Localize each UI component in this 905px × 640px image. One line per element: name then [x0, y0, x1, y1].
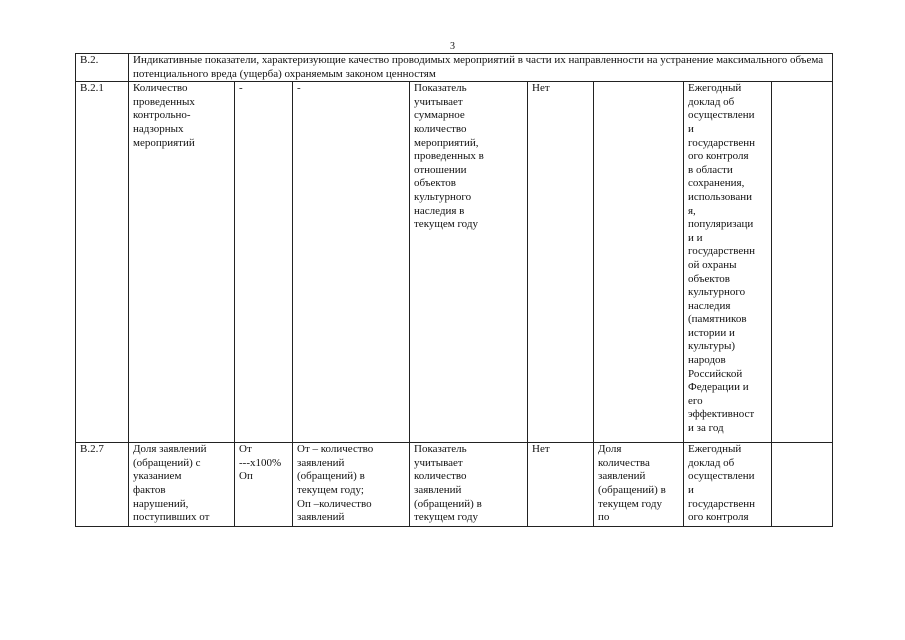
- indicators-table: [75, 53, 833, 527]
- cell-line: культурного: [414, 190, 472, 203]
- cell-line: фактов: [133, 483, 166, 496]
- cell-line: -: [239, 82, 243, 95]
- cell-line: Доля: [598, 443, 622, 456]
- cell-line: культурного: [688, 286, 746, 299]
- cell-line: истории и: [688, 326, 735, 339]
- cell-line: нарушений,: [133, 497, 189, 510]
- table-row: [76, 82, 833, 443]
- cell-line: (обращений) с: [133, 456, 201, 469]
- cell-line: осуществлени: [688, 109, 755, 122]
- cell-line: проведенных в: [414, 150, 484, 163]
- section-header-row: [76, 54, 833, 82]
- cell-line: и: [688, 122, 694, 135]
- cell-line: народов: [688, 354, 726, 367]
- cell-line: поступивших от: [133, 511, 210, 524]
- cell-line: заявлений: [297, 456, 345, 469]
- cell-line: популяризаци: [688, 218, 754, 231]
- cell-line: (обращений) в: [414, 497, 482, 510]
- cell-comment: [410, 443, 528, 527]
- cell-line: культуры): [688, 340, 736, 353]
- cell-line: Доля заявлений: [133, 443, 207, 456]
- cell-name: [129, 443, 235, 527]
- cell-line: контрольно-: [133, 109, 191, 122]
- cell-threshold: [594, 443, 684, 527]
- cell-line: заявлений: [297, 511, 345, 524]
- cell-line: Ежегодный: [688, 443, 742, 456]
- table-row: [76, 443, 833, 527]
- cell-line: Российской: [688, 367, 743, 380]
- cell-line: сохранения,: [688, 177, 745, 190]
- cell-line: текущем году;: [297, 483, 364, 496]
- cell-line: Количество: [133, 82, 188, 95]
- cell-line: ого контроля: [688, 150, 749, 163]
- cell-formula: [235, 82, 293, 443]
- section-title: Индикативные показатели, характеризующие качество проводимых мероприятий в части их направленности на устранение максимального объема потенциального вреда (ущерба) охраняемым законом ценностям: [129, 54, 833, 82]
- cell-line: осуществлени: [688, 470, 755, 483]
- cell-line: Нет: [532, 443, 550, 456]
- cell-line: объектов: [414, 177, 456, 190]
- cell-line: Показатель: [414, 82, 467, 95]
- cell-line: ого контроля: [688, 511, 749, 524]
- cell-line: (обращений) в: [598, 483, 666, 496]
- cell-source: [684, 82, 772, 443]
- cell-code: В.2.7: [76, 443, 129, 527]
- cell-line: мероприятий: [133, 136, 195, 149]
- cell-line: государственн: [688, 497, 756, 510]
- cell-line: Оп: [239, 470, 253, 483]
- cell-line: текущем году: [598, 497, 662, 510]
- cell-line: Ежегодный: [688, 82, 742, 95]
- cell-line: мероприятий,: [414, 136, 479, 149]
- cell-line: отношении: [414, 163, 467, 176]
- cell-line: доклад об: [688, 95, 735, 108]
- cell-line: -: [297, 82, 301, 95]
- cell-line: надзорных: [133, 122, 184, 135]
- cell-line: Нет: [532, 82, 550, 95]
- cell-line: (обращений) в: [297, 470, 365, 483]
- cell-line: учитывает: [414, 456, 463, 469]
- cell-line: проведенных: [133, 95, 195, 108]
- cell-target: [528, 443, 594, 527]
- cell-line: указанием: [133, 470, 182, 483]
- cell-line: От: [239, 443, 252, 456]
- cell-line: количество: [414, 122, 467, 135]
- cell-line: текущем году: [414, 218, 478, 231]
- cell-line: в области: [688, 163, 733, 176]
- cell-definitions: [293, 443, 410, 527]
- cell-line: государственн: [688, 245, 756, 258]
- cell-line: наследия в: [414, 204, 465, 217]
- cell-line: эффективност: [688, 408, 755, 421]
- cell-line: От – количество: [297, 443, 374, 456]
- cell-threshold: [594, 82, 684, 443]
- cell-line: государственн: [688, 136, 756, 149]
- cell-line: (памятников: [688, 313, 747, 326]
- cell-line: текущем году: [414, 511, 478, 524]
- cell-line: заявлений: [414, 483, 462, 496]
- section-code: В.2.: [76, 54, 129, 82]
- cell-definitions: [293, 82, 410, 443]
- cell-line: Федерации и: [688, 381, 749, 394]
- cell-line: я,: [688, 204, 696, 217]
- cell-line: суммарное: [414, 109, 465, 122]
- cell-line: ой охраны: [688, 258, 737, 271]
- cell-comment: [410, 82, 528, 443]
- cell-line: Оп –количество: [297, 497, 372, 510]
- cell-line: его: [688, 394, 703, 407]
- cell-formula: [235, 443, 293, 527]
- cell-line: учитывает: [414, 95, 463, 108]
- cell-line: ---х100%: [239, 456, 282, 469]
- cell-line: наследия: [688, 299, 731, 312]
- cell-line: по: [598, 511, 610, 524]
- cell-line: использовани: [688, 190, 753, 203]
- cell-extra: [772, 443, 833, 527]
- page-number: 3: [450, 41, 455, 52]
- cell-line: доклад об: [688, 456, 735, 469]
- cell-source: [684, 443, 772, 527]
- cell-line: Показатель: [414, 443, 467, 456]
- cell-line: количество: [414, 470, 467, 483]
- cell-line: объектов: [688, 272, 730, 285]
- cell-line: и за год: [688, 422, 724, 435]
- cell-code: В.2.1: [76, 82, 129, 443]
- cell-line: и: [688, 483, 694, 496]
- cell-line: количества: [598, 456, 650, 469]
- cell-line: заявлений: [598, 470, 646, 483]
- cell-extra: [772, 82, 833, 443]
- cell-line: и и: [688, 231, 703, 244]
- cell-name: [129, 82, 235, 443]
- cell-target: [528, 82, 594, 443]
